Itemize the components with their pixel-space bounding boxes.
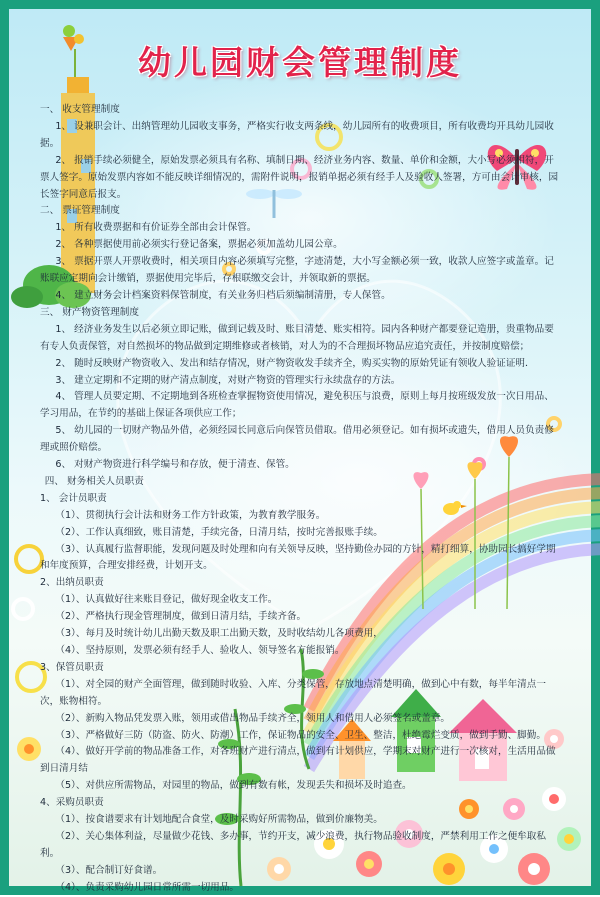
clause: 3、 建立定期和不定期的财产清点制度，对财产物资的管理实行永续盘存的方法。: [55, 374, 401, 386]
section-heading: 二、 票证管理制度: [40, 205, 120, 217]
duty-item: （2）、关心集体利益，尽量做少花钱、多办事，节约开支，减少浪费，执行物品验收制度，严禁利用工作之便牟取私利。: [40, 830, 546, 859]
poster-title: 幼儿园财会管理制度: [138, 43, 462, 82]
duty-item: （1）、按食谱要求有计划地配合食堂，及时采购好所需物品，做到价廉物美。: [55, 814, 383, 826]
duty-item: （3）、配合制订好食谱。: [55, 864, 163, 876]
duty-item: （3）、每月及时统计幼儿出勤天数及职工出勤天数，及时收结幼儿各项费用，: [55, 628, 383, 640]
duty-item: （2）、新购入物品凭发票入账，领用或借出物品手续齐全，领用人和借用人必须签名或盖章。: [55, 712, 451, 724]
duty-item: （3）、认真履行监督职能，发现问题及时处理和向有关领导反映，坚持勤俭办园的方针，精打细算，协助园长搞好学期和年度预算，合理安排经费，计划开支。: [40, 543, 556, 572]
duty-item: （2）、严格执行现金管理制度，做到日清月结，手续齐备。: [55, 611, 307, 623]
duty-item: （1）、对全园的财产全面管理，做到随时收验、入库、分类保管，存放地点清楚明确，做到心中有数，每半年清点一次，账物相符。: [40, 678, 546, 707]
duty-item: （3）、严格做好三防（防盗、防火、防潮）工作，保证物品的安全、卫生、整洁，杜绝霉烂变质，做到手勤、脚勤。: [55, 729, 546, 741]
section-heading: 三、 财产物资管理制度: [40, 306, 139, 318]
clause: 2、 报销手续必须健全，原始发票必须具有名称、填制日期、经济业务内容、数量、单价和金额，大小写必须相符，开票人签字。原始发票内容如不能反映详细情况的，需附件说明，报销单据必须有经手人及验收人签署，方可由会计审核，园长签字同意后报支。: [40, 154, 559, 200]
role-title: 1、 会计员职责: [40, 492, 107, 504]
duty-item: （4）、做好开学前的物品准备工作，对各班财产进行清点，做到有计划供应，学期末对财产进行一次核对，生活用品做到日清月结: [40, 746, 556, 775]
role-title: 4、采购员职责: [40, 797, 104, 809]
regulation-text: [40, 102, 562, 897]
clause: 1、 所有收费票据和有价证券全部由会计保管。: [55, 222, 257, 234]
clause: 2、 随时反映财产物资收入、发出和结存情况，财产物资收发手续齐全，购买实物的原始凭证有领收人验证证明．: [55, 357, 535, 369]
poster-board: [9, 9, 591, 893]
role-title: 2、出纳员职责: [40, 577, 104, 589]
section-heading: 四、 财务相关人员职责: [44, 475, 144, 487]
clause: 1、 设兼职会计、出纳管理幼儿园收支事务，严格实行收支两条线，幼儿园所有的收费项目，所有收费均开具幼儿园收据。: [40, 120, 554, 149]
clause: 5、 幼儿园的一切财产物品外借，必须经园长同意后向保管员借取。借用必须登记。如有损坏或遗失，借用人员负责修理或照价赔偿。: [40, 425, 554, 454]
clause: 6、 对财产物资进行科学编号和存放，便于清查、保管。: [55, 459, 295, 471]
duty-item: （5）、对供应所需物品，对园里的物品，做到有数有帐，发现丢失和损坏及时追查。: [55, 780, 412, 792]
clause: 4、 建立财务会计档案资料保管制度，有关业务归档后须编制清册，专人保管。: [55, 289, 391, 301]
bush-icon: [11, 286, 43, 308]
clause: 1、 经济业务发生以后必须立即记账，做到记载及时、账目清楚、账实相符。园内各种财产都要登记造册，贵重物品要有专人负责保管，对自然损坏的物品做到定期维修或者核销，对人为的不合理损坏物品应追究责任，并按制度赔偿；: [40, 323, 554, 352]
duty-item: （1）、认真做好往来账目登记，做好现金收支工作。: [55, 594, 278, 606]
duty-item: （1）、贯彻执行会计法和财务工作方针政策，为教育教学服务。: [55, 509, 326, 521]
section-heading: 一、 收支管理制度: [40, 104, 120, 115]
duty-item: （4）、负责采购幼儿园日常所需一切用品。: [55, 881, 239, 893]
duty-item: （4）、坚持原则，发票必须有经手人、验收人、领导签名方能报销。: [55, 645, 345, 656]
role-title: 3、保管员职责: [40, 661, 104, 673]
clause: 3、 票据开票人开票收费时，相关项目内容必须填写完整，字迹清楚，大小写金额必须一致，收款人应签字或盖章。记账联应定期向会计缴销，票据使用完毕后，存根联缴交会计，并领取新的票据。: [40, 256, 554, 285]
clause: 4、 管理人员要定期、不定期地到各班检查掌握物资使用情况，避免积压与浪费，原则上每月按班级发放一次日用品、学习用品，在节约的基础上保证各项供应工作；: [40, 391, 554, 420]
clause: 2、 各种票据使用前必须实行登记备案，票据必须加盖幼儿园公章。: [55, 239, 343, 251]
duty-item: （2）、工作认真细致，账目清楚，手续完备，日清月结，按时完善报账手续。: [55, 526, 383, 538]
